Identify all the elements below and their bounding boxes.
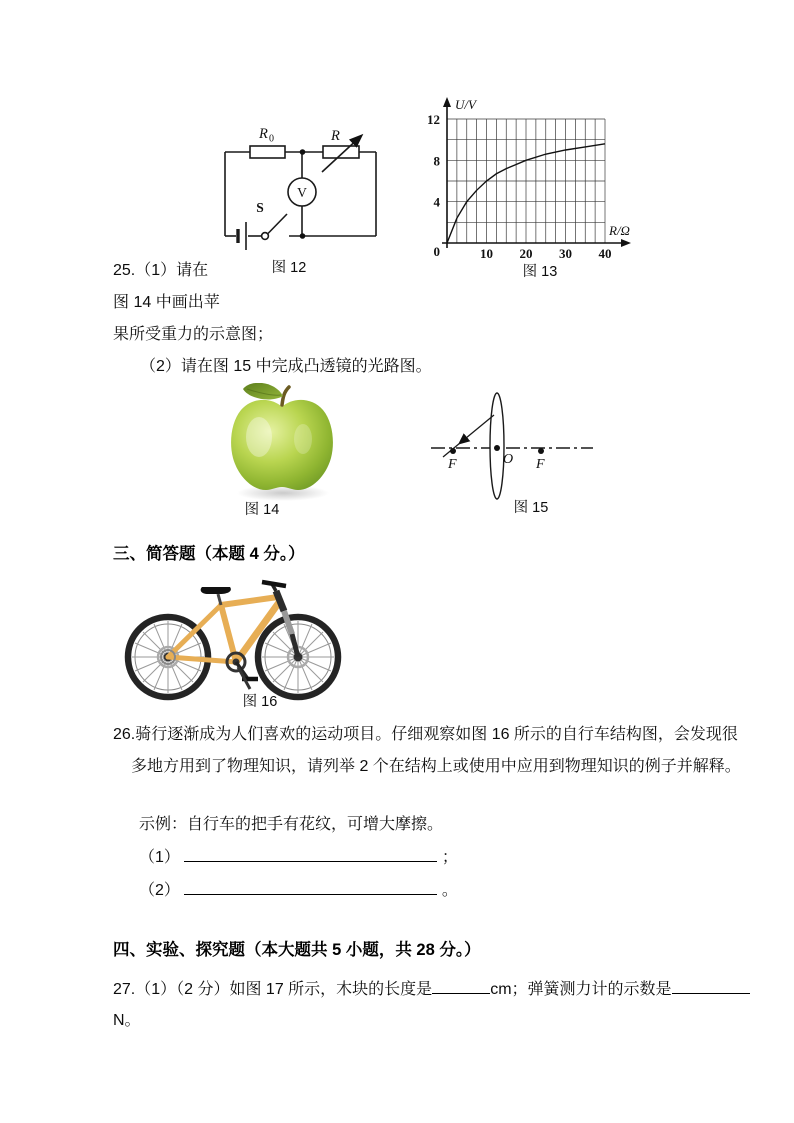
apple-body xyxy=(231,400,333,490)
resistor-r0-box xyxy=(250,146,285,158)
q26-blank1-label: （1） xyxy=(139,849,180,866)
q25-line4: （2）请在图 15 中完成凸透镜的光路图。 xyxy=(140,358,432,375)
tick-label: 8 xyxy=(433,153,440,169)
apple-stem xyxy=(282,387,289,405)
tick-label: 40 xyxy=(598,246,612,261)
label-r0: R xyxy=(259,126,268,142)
bike-frame xyxy=(168,597,280,662)
switch-pivot xyxy=(262,233,269,240)
apple-leaf xyxy=(243,383,283,400)
figure-14-apple-image xyxy=(223,383,341,503)
tick-label: 10 xyxy=(480,246,493,261)
light-ray xyxy=(460,415,494,443)
switch-blade xyxy=(268,214,287,234)
figure-16-bicycle-image xyxy=(116,577,366,702)
graph-plot-area xyxy=(427,97,631,261)
figure-12-caption: 图 12 xyxy=(271,260,307,276)
q26-blank2-punct: 。 xyxy=(441,882,458,899)
seat-post xyxy=(218,594,221,605)
bike-seat xyxy=(201,587,231,594)
axis-label: U/V xyxy=(455,97,476,112)
q25-line2: 图 14 中画出苹 xyxy=(113,294,220,311)
q25-line3: 果所受重力的示意图； xyxy=(113,326,274,343)
junction-dot-top xyxy=(300,149,306,155)
figure-16-caption: 图 16 xyxy=(242,694,278,710)
section-4-heading: 四、实验、探究题（本大题共 5 小题，共 28 分。） xyxy=(113,941,481,959)
x-axis-arrow xyxy=(621,239,631,247)
tick-label: 30 xyxy=(559,246,572,261)
apple-highlight xyxy=(246,417,272,457)
tick-label: 20 xyxy=(519,246,533,261)
axis-label: R/Ω xyxy=(609,223,630,238)
rheostat-r-box xyxy=(323,146,359,158)
figure-13-graph xyxy=(425,93,660,261)
section-3-heading: 三、简答题（本题 4 分。） xyxy=(113,545,305,563)
q26-line1: 26.骑行逐渐成为人们喜欢的运动项目。仔细观察如图 16 所示的自行车结构图，会发现很 xyxy=(113,726,738,743)
label-f-right: F xyxy=(536,457,545,472)
q26-answer-blank-1[interactable] xyxy=(184,846,437,862)
figure-15-caption: 图 15 xyxy=(513,500,549,516)
label-r: R xyxy=(331,128,340,144)
q26-blank2-label: （2） xyxy=(139,882,180,899)
label-switch: S xyxy=(256,200,264,215)
q27-answer-blank-2[interactable] xyxy=(672,978,750,994)
q26-answer-row-1 xyxy=(139,846,458,869)
handlebar xyxy=(262,582,286,586)
figure-15-lens-diagram xyxy=(425,378,610,508)
label-o: O xyxy=(503,452,514,467)
label-r0-subscript: 0 xyxy=(269,133,274,145)
label-f-left: F xyxy=(448,457,457,472)
tick-label: 12 xyxy=(427,112,440,127)
figure-13-caption: 图 13 xyxy=(522,264,558,280)
apple-highlight xyxy=(294,424,312,454)
tick-label: 4 xyxy=(433,194,440,210)
focal-point-left-dot xyxy=(450,448,456,454)
rheostat-arrow xyxy=(322,136,361,172)
tick-label: 0 xyxy=(433,244,440,259)
figure-14-caption: 图 14 xyxy=(244,502,280,518)
q26-answer-blank-2[interactable] xyxy=(184,879,437,895)
focal-point-right-dot xyxy=(538,448,544,454)
q27-answer-blank-1[interactable] xyxy=(432,978,490,994)
q27-text-part1: 27.（1）（2 分）如图 17 所示，木块的长度是 xyxy=(113,981,433,998)
figure-12-circuit-diagram xyxy=(215,110,425,260)
fork-lower xyxy=(292,634,298,657)
label-voltmeter: V xyxy=(297,185,307,200)
q26-blank1-punct: ； xyxy=(441,849,458,866)
q26-line2: 多地方用到了物理知识，请列举 2 个在结构上或使用中应用到物理知识的例子并解释。 xyxy=(131,758,741,775)
junction-dot-bottom xyxy=(300,233,306,239)
q27-text-part2: cm；弹簧测力计的示数是 xyxy=(490,981,672,998)
optical-center-dot xyxy=(494,445,500,451)
q26-answer-row-2 xyxy=(139,879,458,902)
q25-line1: 25.（1）请在 xyxy=(113,262,209,279)
q27-line2: N。 xyxy=(113,1012,141,1029)
y-axis-arrow xyxy=(443,97,451,107)
q27-line1 xyxy=(113,978,750,1001)
q26-example: 示例：自行车的把手有花纹，可增大摩擦。 xyxy=(139,816,444,833)
